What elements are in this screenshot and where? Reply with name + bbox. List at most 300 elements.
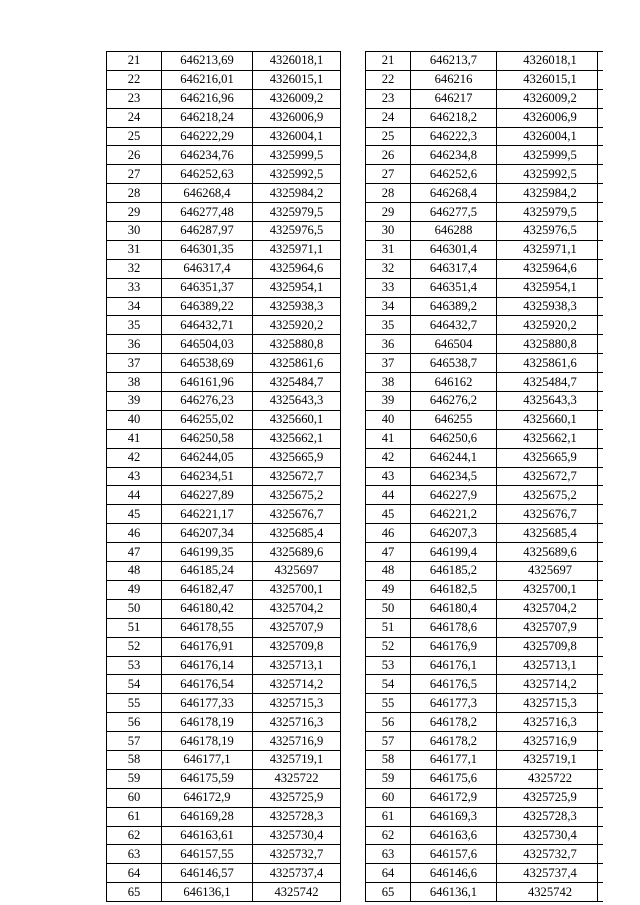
left-point-number: 44 bbox=[107, 486, 162, 505]
left-y-coordinate: 4325700,1 bbox=[253, 580, 341, 599]
column-gap bbox=[341, 543, 366, 562]
coordinates-table bbox=[107, 51, 603, 902]
left-x-coordinate: 646317,4 bbox=[162, 259, 253, 278]
column-gap bbox=[341, 694, 366, 713]
column-gap bbox=[341, 524, 366, 543]
column-gap bbox=[341, 599, 366, 618]
right-x-coordinate: 646180,4 bbox=[411, 599, 497, 618]
left-y-coordinate: 4325728,3 bbox=[253, 807, 341, 826]
left-y-coordinate: 4325662,1 bbox=[253, 429, 341, 448]
column-gap bbox=[341, 750, 366, 769]
left-x-coordinate: 646250,58 bbox=[162, 429, 253, 448]
column-gap bbox=[341, 278, 366, 297]
right-point-number: 52 bbox=[366, 637, 411, 656]
right-y-coordinate: 4325689,6 bbox=[497, 543, 604, 562]
left-y-coordinate: 4325984,2 bbox=[253, 184, 341, 203]
left-x-coordinate: 646287,97 bbox=[162, 222, 253, 241]
table-row bbox=[107, 429, 603, 448]
left-x-coordinate: 646146,57 bbox=[162, 864, 253, 883]
left-y-coordinate: 4325719,1 bbox=[253, 750, 341, 769]
right-y-coordinate: 4325719,1 bbox=[497, 750, 604, 769]
right-y-coordinate: 4326018,1 bbox=[497, 52, 604, 71]
right-point-number: 23 bbox=[366, 89, 411, 108]
left-x-coordinate: 646268,4 bbox=[162, 184, 253, 203]
left-point-number: 55 bbox=[107, 694, 162, 713]
table-row bbox=[107, 580, 603, 599]
left-point-number: 41 bbox=[107, 429, 162, 448]
table-row bbox=[107, 70, 603, 89]
right-y-coordinate: 4325742 bbox=[497, 883, 604, 902]
right-y-coordinate: 4325938,3 bbox=[497, 297, 604, 316]
right-x-coordinate: 646176,9 bbox=[411, 637, 497, 656]
column-gap bbox=[341, 807, 366, 826]
left-x-coordinate: 646178,55 bbox=[162, 618, 253, 637]
column-gap bbox=[341, 259, 366, 278]
column-gap bbox=[341, 52, 366, 71]
left-point-number: 36 bbox=[107, 335, 162, 354]
right-point-number: 34 bbox=[366, 297, 411, 316]
right-y-coordinate: 4325484,7 bbox=[497, 373, 604, 392]
left-point-number: 31 bbox=[107, 240, 162, 259]
left-point-number: 39 bbox=[107, 392, 162, 411]
table-row bbox=[107, 845, 603, 864]
right-x-coordinate: 646234,5 bbox=[411, 467, 497, 486]
right-point-number: 43 bbox=[366, 467, 411, 486]
left-y-coordinate: 4325730,4 bbox=[253, 826, 341, 845]
column-gap bbox=[341, 713, 366, 732]
left-x-coordinate: 646222,29 bbox=[162, 127, 253, 146]
left-y-coordinate: 4325672,7 bbox=[253, 467, 341, 486]
left-x-coordinate: 646157,55 bbox=[162, 845, 253, 864]
table-row bbox=[107, 52, 603, 71]
column-gap bbox=[341, 127, 366, 146]
table-row bbox=[107, 694, 603, 713]
right-y-coordinate: 4325737,4 bbox=[497, 864, 604, 883]
left-point-number: 26 bbox=[107, 146, 162, 165]
left-x-coordinate: 646175,59 bbox=[162, 769, 253, 788]
right-y-coordinate: 4325728,3 bbox=[497, 807, 604, 826]
right-point-number: 31 bbox=[366, 240, 411, 259]
left-y-coordinate: 4325880,8 bbox=[253, 335, 341, 354]
table-row bbox=[107, 864, 603, 883]
column-gap bbox=[341, 429, 366, 448]
column-gap bbox=[341, 505, 366, 524]
table-row bbox=[107, 505, 603, 524]
column-gap bbox=[341, 297, 366, 316]
left-y-coordinate: 4325689,6 bbox=[253, 543, 341, 562]
left-point-number: 23 bbox=[107, 89, 162, 108]
right-x-coordinate: 646244,1 bbox=[411, 448, 497, 467]
right-x-coordinate: 646213,7 bbox=[411, 52, 497, 71]
right-point-number: 37 bbox=[366, 354, 411, 373]
column-gap bbox=[341, 184, 366, 203]
right-point-number: 36 bbox=[366, 335, 411, 354]
table-row bbox=[107, 259, 603, 278]
left-x-coordinate: 646176,54 bbox=[162, 675, 253, 694]
right-y-coordinate: 4325861,6 bbox=[497, 354, 604, 373]
table-row bbox=[107, 146, 603, 165]
left-y-coordinate: 4325716,3 bbox=[253, 713, 341, 732]
table-row bbox=[107, 165, 603, 184]
right-x-coordinate: 646182,5 bbox=[411, 580, 497, 599]
right-y-coordinate: 4325730,4 bbox=[497, 826, 604, 845]
table-row bbox=[107, 203, 603, 222]
column-gap bbox=[341, 656, 366, 675]
table-row bbox=[107, 524, 603, 543]
right-x-coordinate: 646169,3 bbox=[411, 807, 497, 826]
left-x-coordinate: 646178,19 bbox=[162, 732, 253, 751]
right-point-number: 46 bbox=[366, 524, 411, 543]
left-x-coordinate: 646216,01 bbox=[162, 70, 253, 89]
right-y-coordinate: 4325676,7 bbox=[497, 505, 604, 524]
left-x-coordinate: 646432,71 bbox=[162, 316, 253, 335]
right-y-coordinate: 4325643,3 bbox=[497, 392, 604, 411]
left-x-coordinate: 646176,91 bbox=[162, 637, 253, 656]
right-point-number: 51 bbox=[366, 618, 411, 637]
right-y-coordinate: 4325999,5 bbox=[497, 146, 604, 165]
right-x-coordinate: 646136,1 bbox=[411, 883, 497, 902]
column-gap bbox=[341, 335, 366, 354]
left-point-number: 50 bbox=[107, 599, 162, 618]
column-gap bbox=[341, 732, 366, 751]
column-gap bbox=[341, 486, 366, 505]
left-point-number: 47 bbox=[107, 543, 162, 562]
left-point-number: 27 bbox=[107, 165, 162, 184]
left-y-coordinate: 4325660,1 bbox=[253, 410, 341, 429]
left-point-number: 62 bbox=[107, 826, 162, 845]
right-point-number: 21 bbox=[366, 52, 411, 71]
table-row bbox=[107, 335, 603, 354]
right-y-coordinate: 4325979,5 bbox=[497, 203, 604, 222]
column-gap bbox=[341, 316, 366, 335]
left-y-coordinate: 4325992,5 bbox=[253, 165, 341, 184]
left-point-number: 35 bbox=[107, 316, 162, 335]
left-point-number: 49 bbox=[107, 580, 162, 599]
right-x-coordinate: 646177,3 bbox=[411, 694, 497, 713]
right-x-coordinate: 646176,5 bbox=[411, 675, 497, 694]
left-y-coordinate: 4325685,4 bbox=[253, 524, 341, 543]
right-x-coordinate: 646234,8 bbox=[411, 146, 497, 165]
column-gap bbox=[341, 864, 366, 883]
table-row bbox=[107, 637, 603, 656]
left-x-coordinate: 646207,34 bbox=[162, 524, 253, 543]
column-gap bbox=[341, 89, 366, 108]
table-row bbox=[107, 108, 603, 127]
right-point-number: 58 bbox=[366, 750, 411, 769]
right-point-number: 54 bbox=[366, 675, 411, 694]
left-point-number: 45 bbox=[107, 505, 162, 524]
right-x-coordinate: 646162 bbox=[411, 373, 497, 392]
left-y-coordinate: 4325725,9 bbox=[253, 788, 341, 807]
right-point-number: 22 bbox=[366, 70, 411, 89]
left-point-number: 33 bbox=[107, 278, 162, 297]
coordinates-table-body bbox=[107, 52, 603, 902]
table-row bbox=[107, 599, 603, 618]
right-y-coordinate: 4325984,2 bbox=[497, 184, 604, 203]
left-point-number: 37 bbox=[107, 354, 162, 373]
right-x-coordinate: 646288 bbox=[411, 222, 497, 241]
right-point-number: 24 bbox=[366, 108, 411, 127]
left-point-number: 42 bbox=[107, 448, 162, 467]
left-point-number: 28 bbox=[107, 184, 162, 203]
left-y-coordinate: 4325861,6 bbox=[253, 354, 341, 373]
table-row bbox=[107, 410, 603, 429]
right-x-coordinate: 646207,3 bbox=[411, 524, 497, 543]
left-point-number: 53 bbox=[107, 656, 162, 675]
table-row bbox=[107, 732, 603, 751]
right-x-coordinate: 646301,4 bbox=[411, 240, 497, 259]
right-x-coordinate: 646218,2 bbox=[411, 108, 497, 127]
right-x-coordinate: 646216 bbox=[411, 70, 497, 89]
right-x-coordinate: 646178,2 bbox=[411, 713, 497, 732]
left-y-coordinate: 4325976,5 bbox=[253, 222, 341, 241]
left-y-coordinate: 4325716,9 bbox=[253, 732, 341, 751]
left-point-number: 40 bbox=[107, 410, 162, 429]
left-x-coordinate: 646163,61 bbox=[162, 826, 253, 845]
right-point-number: 40 bbox=[366, 410, 411, 429]
right-y-coordinate: 4325704,2 bbox=[497, 599, 604, 618]
right-x-coordinate: 646268,4 bbox=[411, 184, 497, 203]
left-x-coordinate: 646255,02 bbox=[162, 410, 253, 429]
left-point-number: 63 bbox=[107, 845, 162, 864]
right-point-number: 60 bbox=[366, 788, 411, 807]
left-point-number: 60 bbox=[107, 788, 162, 807]
left-point-number: 21 bbox=[107, 52, 162, 71]
column-gap bbox=[341, 618, 366, 637]
left-point-number: 48 bbox=[107, 562, 162, 581]
left-y-coordinate: 4325676,7 bbox=[253, 505, 341, 524]
right-y-coordinate: 4325992,5 bbox=[497, 165, 604, 184]
table-row bbox=[107, 240, 603, 259]
left-x-coordinate: 646161,96 bbox=[162, 373, 253, 392]
table-row bbox=[107, 316, 603, 335]
left-y-coordinate: 4325938,3 bbox=[253, 297, 341, 316]
left-point-number: 56 bbox=[107, 713, 162, 732]
right-y-coordinate: 4326015,1 bbox=[497, 70, 604, 89]
left-point-number: 46 bbox=[107, 524, 162, 543]
right-point-number: 56 bbox=[366, 713, 411, 732]
left-point-number: 38 bbox=[107, 373, 162, 392]
left-y-coordinate: 4326018,1 bbox=[253, 52, 341, 71]
left-y-coordinate: 4325484,7 bbox=[253, 373, 341, 392]
right-x-coordinate: 646178,2 bbox=[411, 732, 497, 751]
right-point-number: 49 bbox=[366, 580, 411, 599]
left-x-coordinate: 646177,33 bbox=[162, 694, 253, 713]
column-gap bbox=[341, 240, 366, 259]
table-row bbox=[107, 448, 603, 467]
right-point-number: 26 bbox=[366, 146, 411, 165]
right-x-coordinate: 646185,2 bbox=[411, 562, 497, 581]
column-gap bbox=[341, 675, 366, 694]
left-point-number: 34 bbox=[107, 297, 162, 316]
left-x-coordinate: 646301,35 bbox=[162, 240, 253, 259]
column-gap bbox=[341, 373, 366, 392]
right-y-coordinate: 4325672,7 bbox=[497, 467, 604, 486]
left-y-coordinate: 4325697 bbox=[253, 562, 341, 581]
left-x-coordinate: 646177,1 bbox=[162, 750, 253, 769]
right-y-coordinate: 4325700,1 bbox=[497, 580, 604, 599]
right-y-coordinate: 4325716,9 bbox=[497, 732, 604, 751]
table-row bbox=[107, 788, 603, 807]
left-x-coordinate: 646221,17 bbox=[162, 505, 253, 524]
right-y-coordinate: 4325971,1 bbox=[497, 240, 604, 259]
left-x-coordinate: 646234,76 bbox=[162, 146, 253, 165]
table-row bbox=[107, 486, 603, 505]
left-x-coordinate: 646351,37 bbox=[162, 278, 253, 297]
right-point-number: 64 bbox=[366, 864, 411, 883]
left-x-coordinate: 646176,14 bbox=[162, 656, 253, 675]
right-point-number: 28 bbox=[366, 184, 411, 203]
left-y-coordinate: 4325675,2 bbox=[253, 486, 341, 505]
right-y-coordinate: 4325662,1 bbox=[497, 429, 604, 448]
table-row bbox=[107, 297, 603, 316]
table-row bbox=[107, 713, 603, 732]
right-y-coordinate: 4326004,1 bbox=[497, 127, 604, 146]
column-gap bbox=[341, 146, 366, 165]
right-point-number: 30 bbox=[366, 222, 411, 241]
right-x-coordinate: 646276,2 bbox=[411, 392, 497, 411]
left-y-coordinate: 4326006,9 bbox=[253, 108, 341, 127]
right-y-coordinate: 4325725,9 bbox=[497, 788, 604, 807]
right-y-coordinate: 4325954,1 bbox=[497, 278, 604, 297]
left-y-coordinate: 4325999,5 bbox=[253, 146, 341, 165]
right-y-coordinate: 4325880,8 bbox=[497, 335, 604, 354]
left-x-coordinate: 646199,35 bbox=[162, 543, 253, 562]
left-x-coordinate: 646182,47 bbox=[162, 580, 253, 599]
column-gap bbox=[341, 392, 366, 411]
column-gap bbox=[341, 70, 366, 89]
right-point-number: 57 bbox=[366, 732, 411, 751]
left-x-coordinate: 646136,1 bbox=[162, 883, 253, 902]
left-x-coordinate: 646185,24 bbox=[162, 562, 253, 581]
right-point-number: 38 bbox=[366, 373, 411, 392]
left-x-coordinate: 646252,63 bbox=[162, 165, 253, 184]
left-x-coordinate: 646504,03 bbox=[162, 335, 253, 354]
right-point-number: 45 bbox=[366, 505, 411, 524]
right-y-coordinate: 4325716,3 bbox=[497, 713, 604, 732]
table-row bbox=[107, 618, 603, 637]
right-y-coordinate: 4325697 bbox=[497, 562, 604, 581]
table-row bbox=[107, 184, 603, 203]
left-y-coordinate: 4326015,1 bbox=[253, 70, 341, 89]
right-x-coordinate: 646221,2 bbox=[411, 505, 497, 524]
right-point-number: 39 bbox=[366, 392, 411, 411]
left-point-number: 58 bbox=[107, 750, 162, 769]
left-y-coordinate: 4325979,5 bbox=[253, 203, 341, 222]
right-x-coordinate: 646157,6 bbox=[411, 845, 497, 864]
right-point-number: 55 bbox=[366, 694, 411, 713]
column-gap bbox=[341, 467, 366, 486]
right-point-number: 53 bbox=[366, 656, 411, 675]
column-gap bbox=[341, 165, 366, 184]
table-row bbox=[107, 807, 603, 826]
left-y-coordinate: 4325709,8 bbox=[253, 637, 341, 656]
right-point-number: 65 bbox=[366, 883, 411, 902]
left-point-number: 22 bbox=[107, 70, 162, 89]
right-point-number: 44 bbox=[366, 486, 411, 505]
column-gap bbox=[341, 826, 366, 845]
left-x-coordinate: 646538,69 bbox=[162, 354, 253, 373]
left-y-coordinate: 4325707,9 bbox=[253, 618, 341, 637]
left-y-coordinate: 4326004,1 bbox=[253, 127, 341, 146]
left-point-number: 65 bbox=[107, 883, 162, 902]
right-x-coordinate: 646172,9 bbox=[411, 788, 497, 807]
table-row bbox=[107, 562, 603, 581]
right-x-coordinate: 646227,9 bbox=[411, 486, 497, 505]
left-x-coordinate: 646276,23 bbox=[162, 392, 253, 411]
right-y-coordinate: 4326006,9 bbox=[497, 108, 604, 127]
table-row bbox=[107, 354, 603, 373]
right-x-coordinate: 646146,6 bbox=[411, 864, 497, 883]
left-y-coordinate: 4325714,2 bbox=[253, 675, 341, 694]
right-y-coordinate: 4325709,8 bbox=[497, 637, 604, 656]
right-point-number: 61 bbox=[366, 807, 411, 826]
table-row bbox=[107, 278, 603, 297]
left-x-coordinate: 646213,69 bbox=[162, 52, 253, 71]
left-point-number: 30 bbox=[107, 222, 162, 241]
table-row bbox=[107, 750, 603, 769]
left-point-number: 54 bbox=[107, 675, 162, 694]
column-gap bbox=[341, 203, 366, 222]
right-x-coordinate: 646538,7 bbox=[411, 354, 497, 373]
column-gap bbox=[341, 845, 366, 864]
left-point-number: 57 bbox=[107, 732, 162, 751]
right-x-coordinate: 646175,6 bbox=[411, 769, 497, 788]
right-y-coordinate: 4325732,7 bbox=[497, 845, 604, 864]
left-y-coordinate: 4325665,9 bbox=[253, 448, 341, 467]
right-x-coordinate: 646389,2 bbox=[411, 297, 497, 316]
right-point-number: 41 bbox=[366, 429, 411, 448]
right-point-number: 42 bbox=[366, 448, 411, 467]
right-x-coordinate: 646255 bbox=[411, 410, 497, 429]
right-x-coordinate: 646277,5 bbox=[411, 203, 497, 222]
right-x-coordinate: 646178,6 bbox=[411, 618, 497, 637]
left-point-number: 25 bbox=[107, 127, 162, 146]
column-gap bbox=[341, 562, 366, 581]
table-row bbox=[107, 769, 603, 788]
right-y-coordinate: 4326009,2 bbox=[497, 89, 604, 108]
right-point-number: 63 bbox=[366, 845, 411, 864]
right-point-number: 62 bbox=[366, 826, 411, 845]
right-y-coordinate: 4325714,2 bbox=[497, 675, 604, 694]
table-row bbox=[107, 373, 603, 392]
left-point-number: 32 bbox=[107, 259, 162, 278]
left-y-coordinate: 4325722 bbox=[253, 769, 341, 788]
left-x-coordinate: 646178,19 bbox=[162, 713, 253, 732]
left-y-coordinate: 4325954,1 bbox=[253, 278, 341, 297]
left-y-coordinate: 4325742 bbox=[253, 883, 341, 902]
left-point-number: 51 bbox=[107, 618, 162, 637]
right-y-coordinate: 4325707,9 bbox=[497, 618, 604, 637]
left-x-coordinate: 646169,28 bbox=[162, 807, 253, 826]
left-point-number: 52 bbox=[107, 637, 162, 656]
left-x-coordinate: 646389,22 bbox=[162, 297, 253, 316]
left-x-coordinate: 646227,89 bbox=[162, 486, 253, 505]
right-point-number: 27 bbox=[366, 165, 411, 184]
right-point-number: 32 bbox=[366, 259, 411, 278]
right-x-coordinate: 646432,7 bbox=[411, 316, 497, 335]
column-gap bbox=[341, 637, 366, 656]
left-y-coordinate: 4325737,4 bbox=[253, 864, 341, 883]
left-x-coordinate: 646180,42 bbox=[162, 599, 253, 618]
right-point-number: 50 bbox=[366, 599, 411, 618]
left-x-coordinate: 646277,48 bbox=[162, 203, 253, 222]
right-x-coordinate: 646317,4 bbox=[411, 259, 497, 278]
left-y-coordinate: 4325971,1 bbox=[253, 240, 341, 259]
right-point-number: 35 bbox=[366, 316, 411, 335]
right-point-number: 25 bbox=[366, 127, 411, 146]
left-point-number: 24 bbox=[107, 108, 162, 127]
